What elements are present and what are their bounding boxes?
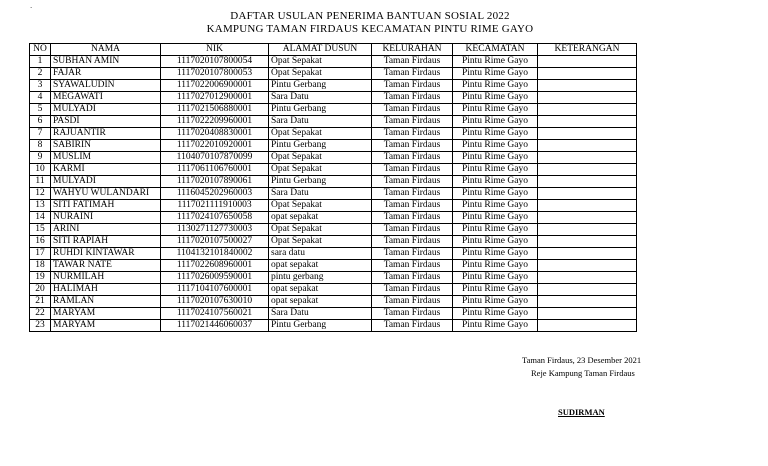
cell-nik: 1117022608960001: [161, 260, 269, 272]
cell-nik: 1117061106760001: [161, 164, 269, 176]
cell-nik: 1117104107600001: [161, 284, 269, 296]
cell-kecamatan: Pintu Rime Gayo: [453, 320, 538, 332]
cell-alamat-dusun: Opat Sepakat: [269, 152, 372, 164]
cell-nama: SUBHAN AMIN: [51, 56, 161, 68]
table-row: [30, 236, 637, 248]
cell-no: 20: [30, 284, 51, 296]
table-row: [30, 284, 637, 296]
cell-nik: 1117022006900001: [161, 80, 269, 92]
cell-nik: 1117021111910003: [161, 200, 269, 212]
cell-nik: 1116045202960003: [161, 188, 269, 200]
cell-keterangan: [538, 104, 637, 116]
cell-alamat-dusun: Pintu Gerbang: [269, 176, 372, 188]
corner-mark: `: [30, 6, 33, 14]
cell-kelurahan: Taman Firdaus: [372, 176, 453, 188]
cell-alamat-dusun: opat sepakat: [269, 260, 372, 272]
cell-nik: 1117024107650058: [161, 212, 269, 224]
cell-nama: TAWAR NATE: [51, 260, 161, 272]
cell-kelurahan: Taman Firdaus: [372, 260, 453, 272]
cell-kelurahan: Taman Firdaus: [372, 284, 453, 296]
cell-no: 19: [30, 272, 51, 284]
cell-nama: FAJAR: [51, 68, 161, 80]
cell-kelurahan: Taman Firdaus: [372, 104, 453, 116]
cell-no: 8: [30, 140, 51, 152]
cell-nama: PASDI: [51, 116, 161, 128]
cell-kecamatan: Pintu Rime Gayo: [453, 68, 538, 80]
cell-keterangan: [538, 140, 637, 152]
cell-kecamatan: Pintu Rime Gayo: [453, 176, 538, 188]
cell-kecamatan: Pintu Rime Gayo: [453, 200, 538, 212]
cell-kelurahan: Taman Firdaus: [372, 296, 453, 308]
cell-keterangan: [538, 56, 637, 68]
table-row: [30, 308, 637, 320]
table-row: [30, 80, 637, 92]
cell-nik: 1117020107630010: [161, 296, 269, 308]
table-row: [30, 224, 637, 236]
cell-nama: MUSLIM: [51, 152, 161, 164]
cell-nik: 1117022010920001: [161, 140, 269, 152]
cell-keterangan: [538, 68, 637, 80]
cell-kelurahan: Taman Firdaus: [372, 212, 453, 224]
cell-no: 4: [30, 92, 51, 104]
cell-no: 17: [30, 248, 51, 260]
cell-alamat-dusun: sara datu: [269, 248, 372, 260]
cell-kelurahan: Taman Firdaus: [372, 92, 453, 104]
cell-keterangan: [538, 284, 637, 296]
table-row: [30, 116, 637, 128]
cell-alamat-dusun: Sara Datu: [269, 188, 372, 200]
cell-nama: MULYADI: [51, 104, 161, 116]
cell-kecamatan: Pintu Rime Gayo: [453, 284, 538, 296]
cell-kecamatan: Pintu Rime Gayo: [453, 260, 538, 272]
header-nama: NAMA: [51, 44, 161, 56]
cell-no: 15: [30, 224, 51, 236]
cell-alamat-dusun: Opat Sepakat: [269, 56, 372, 68]
cell-no: 9: [30, 152, 51, 164]
table-row: [30, 212, 637, 224]
document-subtitle: KAMPUNG TAMAN FIRDAUS KECAMATAN PINTU RIME GAYO: [206, 23, 534, 35]
cell-keterangan: [538, 116, 637, 128]
cell-kecamatan: Pintu Rime Gayo: [453, 92, 538, 104]
cell-nama: NURAINI: [51, 212, 161, 224]
cell-nik: 1117020107800054: [161, 56, 269, 68]
cell-nama: MEGAWATI: [51, 92, 161, 104]
cell-keterangan: [538, 176, 637, 188]
cell-kecamatan: Pintu Rime Gayo: [453, 272, 538, 284]
cell-keterangan: [538, 212, 637, 224]
cell-kecamatan: Pintu Rime Gayo: [453, 128, 538, 140]
header-no: NO: [30, 44, 51, 56]
header-nik: NIK: [161, 44, 269, 56]
cell-kelurahan: Taman Firdaus: [372, 308, 453, 320]
cell-no: 2: [30, 68, 51, 80]
header-alamat-dusun: ALAMAT DUSUN: [269, 44, 372, 56]
cell-no: 16: [30, 236, 51, 248]
cell-nama: ARINI: [51, 224, 161, 236]
table-row: [30, 164, 637, 176]
cell-alamat-dusun: Opat Sepakat: [269, 200, 372, 212]
cell-keterangan: [538, 320, 637, 332]
cell-keterangan: [538, 164, 637, 176]
cell-kecamatan: Pintu Rime Gayo: [453, 80, 538, 92]
cell-kecamatan: Pintu Rime Gayo: [453, 140, 538, 152]
cell-alamat-dusun: Opat Sepakat: [269, 236, 372, 248]
cell-no: 3: [30, 80, 51, 92]
table-row: [30, 140, 637, 152]
cell-no: 6: [30, 116, 51, 128]
cell-no: 14: [30, 212, 51, 224]
cell-kecamatan: Pintu Rime Gayo: [453, 212, 538, 224]
document-title: DAFTAR USULAN PENERIMA BANTUAN SOSIAL 2022: [230, 10, 510, 22]
cell-kelurahan: Taman Firdaus: [372, 224, 453, 236]
cell-nik: 1130271127730003: [161, 224, 269, 236]
cell-keterangan: [538, 296, 637, 308]
cell-keterangan: [538, 152, 637, 164]
cell-keterangan: [538, 308, 637, 320]
cell-kelurahan: Taman Firdaus: [372, 320, 453, 332]
cell-nama: SITI RAPIAH: [51, 236, 161, 248]
cell-alamat-dusun: Opat Sepakat: [269, 68, 372, 80]
cell-alamat-dusun: Opat Sepakat: [269, 164, 372, 176]
cell-kelurahan: Taman Firdaus: [372, 272, 453, 284]
cell-alamat-dusun: Pintu Gerbang: [269, 140, 372, 152]
cell-alamat-dusun: Sara Datu: [269, 92, 372, 104]
cell-kelurahan: Taman Firdaus: [372, 140, 453, 152]
signature-role: Reje Kampung Taman Firdaus: [531, 368, 635, 378]
table-row: [30, 104, 637, 116]
cell-keterangan: [538, 272, 637, 284]
cell-nik: 1117024107560021: [161, 308, 269, 320]
table-row: [30, 320, 637, 332]
cell-kelurahan: Taman Firdaus: [372, 68, 453, 80]
cell-alamat-dusun: pintu gerbang: [269, 272, 372, 284]
cell-alamat-dusun: Pintu Gerbang: [269, 320, 372, 332]
table-row: [30, 68, 637, 80]
cell-nik: 1117026009590001: [161, 272, 269, 284]
cell-kecamatan: Pintu Rime Gayo: [453, 296, 538, 308]
table-header-row: [30, 44, 637, 56]
table-row: [30, 92, 637, 104]
cell-kelurahan: Taman Firdaus: [372, 188, 453, 200]
cell-no: 13: [30, 200, 51, 212]
cell-nama: SABIRIN: [51, 140, 161, 152]
cell-kelurahan: Taman Firdaus: [372, 128, 453, 140]
cell-nama: WAHYU WULANDARI: [51, 188, 161, 200]
table-row: [30, 248, 637, 260]
cell-kecamatan: Pintu Rime Gayo: [453, 224, 538, 236]
cell-no: 18: [30, 260, 51, 272]
cell-nama: KARMI: [51, 164, 161, 176]
table-row: [30, 176, 637, 188]
cell-nama: SITI FATIMAH: [51, 200, 161, 212]
table-row: [30, 272, 637, 284]
cell-keterangan: [538, 260, 637, 272]
cell-nik: 1117027012900001: [161, 92, 269, 104]
cell-alamat-dusun: Opat Sepakat: [269, 128, 372, 140]
cell-kecamatan: Pintu Rime Gayo: [453, 308, 538, 320]
cell-kelurahan: Taman Firdaus: [372, 248, 453, 260]
cell-nama: MARYAM: [51, 308, 161, 320]
cell-kelurahan: Taman Firdaus: [372, 200, 453, 212]
cell-nama: SYAWALUDIN: [51, 80, 161, 92]
cell-nik: 1117020107800053: [161, 68, 269, 80]
cell-no: 11: [30, 176, 51, 188]
cell-nama: RUHDI KINTAWAR: [51, 248, 161, 260]
cell-no: 7: [30, 128, 51, 140]
cell-keterangan: [538, 200, 637, 212]
table-body: [30, 56, 637, 332]
header-kelurahan: KELURAHAN: [372, 44, 453, 56]
table-row: [30, 56, 637, 68]
recipients-table: [29, 43, 637, 332]
cell-kecamatan: Pintu Rime Gayo: [453, 152, 538, 164]
table-row: [30, 260, 637, 272]
cell-kecamatan: Pintu Rime Gayo: [453, 116, 538, 128]
cell-kecamatan: Pintu Rime Gayo: [453, 188, 538, 200]
cell-nama: MARYAM: [51, 320, 161, 332]
cell-kecamatan: Pintu Rime Gayo: [453, 104, 538, 116]
cell-keterangan: [538, 188, 637, 200]
cell-keterangan: [538, 128, 637, 140]
cell-alamat-dusun: Pintu Gerbang: [269, 104, 372, 116]
cell-nama: RAJUANTIR: [51, 128, 161, 140]
cell-nama: HALIMAH: [51, 284, 161, 296]
cell-alamat-dusun: opat sepakat: [269, 296, 372, 308]
cell-alamat-dusun: opat sepakat: [269, 212, 372, 224]
cell-nik: 1117020107890061: [161, 176, 269, 188]
cell-nama: MULYADI: [51, 176, 161, 188]
cell-no: 23: [30, 320, 51, 332]
table-row: [30, 188, 637, 200]
cell-kecamatan: Pintu Rime Gayo: [453, 236, 538, 248]
cell-no: 21: [30, 296, 51, 308]
cell-nik: 1117021506880001: [161, 104, 269, 116]
cell-kecamatan: Pintu Rime Gayo: [453, 248, 538, 260]
cell-alamat-dusun: Sara Datu: [269, 116, 372, 128]
cell-no: 10: [30, 164, 51, 176]
cell-nik: 1104132101840002: [161, 248, 269, 260]
cell-keterangan: [538, 92, 637, 104]
cell-nik: 1117021446060037: [161, 320, 269, 332]
cell-no: 22: [30, 308, 51, 320]
cell-no: 5: [30, 104, 51, 116]
signature-place-date: Taman Firdaus, 23 Desember 2021: [522, 355, 642, 365]
cell-kelurahan: Taman Firdaus: [372, 152, 453, 164]
cell-alamat-dusun: Opat Sepakat: [269, 224, 372, 236]
signature-name: SUDIRMAN: [558, 407, 605, 417]
cell-no: 1: [30, 56, 51, 68]
cell-kecamatan: Pintu Rime Gayo: [453, 56, 538, 68]
cell-alamat-dusun: Pintu Gerbang: [269, 80, 372, 92]
cell-kelurahan: Taman Firdaus: [372, 80, 453, 92]
cell-alamat-dusun: Sara Datu: [269, 308, 372, 320]
cell-nik: 1117022209960001: [161, 116, 269, 128]
cell-keterangan: [538, 248, 637, 260]
cell-keterangan: [538, 80, 637, 92]
cell-alamat-dusun: opat sepakat: [269, 284, 372, 296]
cell-kelurahan: Taman Firdaus: [372, 164, 453, 176]
cell-nik: 1117020107500027: [161, 236, 269, 248]
table-row: [30, 128, 637, 140]
cell-nama: RAMLAN: [51, 296, 161, 308]
table-row: [30, 200, 637, 212]
cell-nik: 1104070107870099: [161, 152, 269, 164]
cell-nik: 1117020408830001: [161, 128, 269, 140]
table-row: [30, 296, 637, 308]
cell-kelurahan: Taman Firdaus: [372, 116, 453, 128]
header-keterangan: KETERANGAN: [538, 44, 637, 56]
cell-no: 12: [30, 188, 51, 200]
cell-keterangan: [538, 236, 637, 248]
header-kecamatan: KECAMATAN: [453, 44, 538, 56]
cell-keterangan: [538, 224, 637, 236]
table-row: [30, 152, 637, 164]
cell-kecamatan: Pintu Rime Gayo: [453, 164, 538, 176]
cell-kelurahan: Taman Firdaus: [372, 56, 453, 68]
cell-kelurahan: Taman Firdaus: [372, 236, 453, 248]
cell-nama: NURMILAH: [51, 272, 161, 284]
